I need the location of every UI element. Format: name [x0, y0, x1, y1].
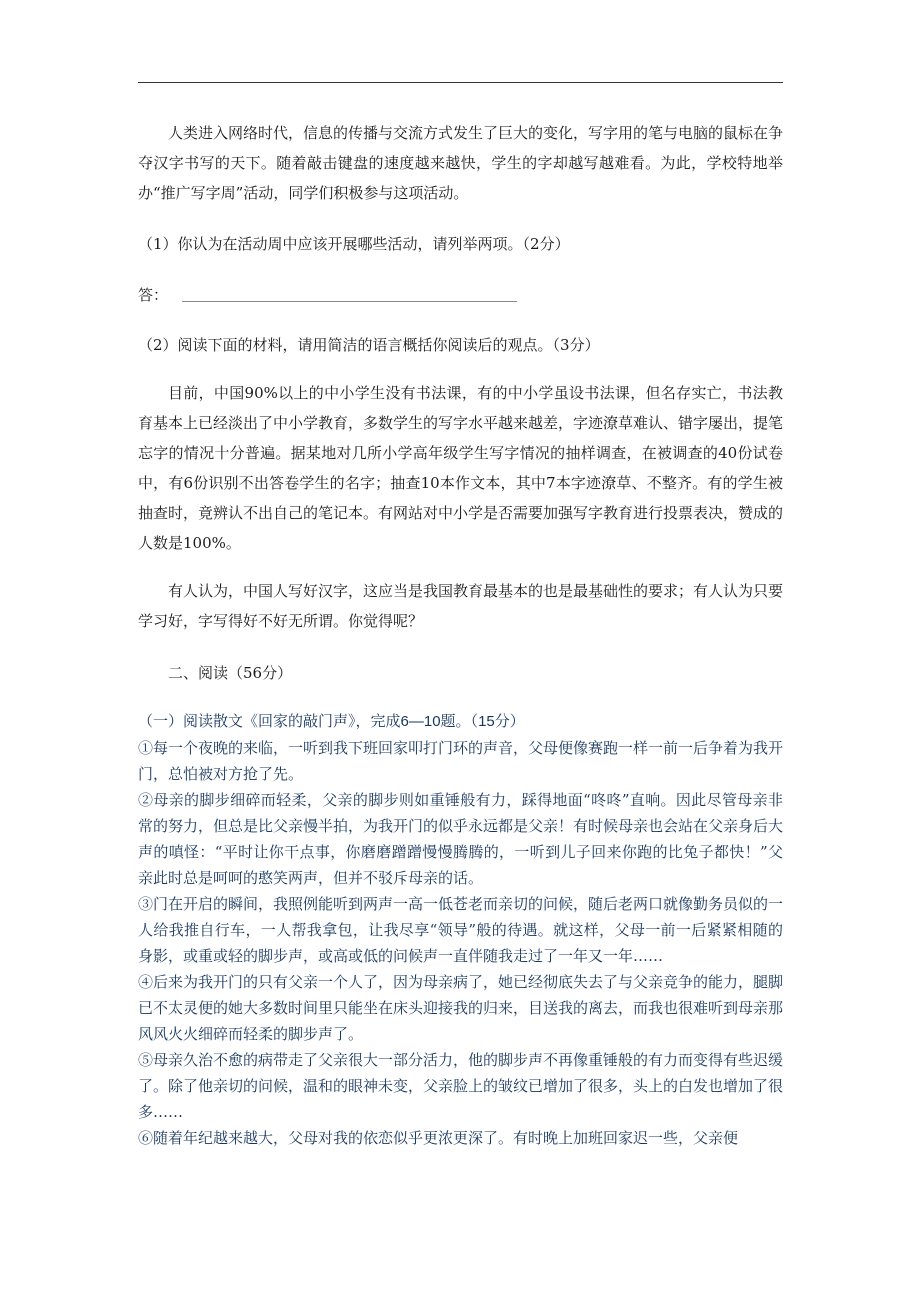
reading-paragraph-3: ③门在开启的瞬间，我照例能听到两声一高一低苍老而亲切的问候，随后老两口就像勤务员似的一人给我推自行车，一人帮我拿包，让我尽享“领导”般的待遇。就这样，父母一前一后紧紧相随的身影，或重或轻的脚步声，或高或低的问候声一直伴随我走过了一年又一年……	[138, 895, 784, 965]
header-rule	[138, 82, 783, 83]
answer-row	[138, 280, 783, 310]
material-paragraph: 目前，中国90%以上的中小学生没有书法课，有的中小学虽设书法课，但名存实亡，书法教育基本上已经淡出了中小学教育，多数学生的写字水平越来越差，字迹潦草难认、错字屡出，提笔忘字的情况十分普遍。据某地对几所小学高年级学生写字情况的抽样调查，在被调查的40份试卷中，有6份识别不出答卷学生的名字；抽查10本作文本，其中7本字迹潦草、不整齐。有的学生被抽查时，竟辨认不出自己的笔记本。有网站对中小学是否需要加强写字教育进行投票表决，赞成的人数是100%。	[138, 384, 784, 552]
section-2-heading: 二、阅读（56分）	[168, 664, 293, 682]
reading-title-points: 15	[478, 713, 495, 730]
reading-paragraph-5: ⑤母亲久治不愈的病带走了父亲很大一部分活力，他的脚步声不再像重锤般的有力而变得有些迟缓了。除了他亲切的问候，温和的眼神未变，父亲脸上的皱纹已增加了很多，头上的白发也增加了很多……	[138, 1051, 784, 1121]
reading-title-suffix: 题。（	[440, 712, 479, 730]
question-1: （1）你认为在活动周中应该开展哪些活动，请列举两项。（2分）	[138, 235, 570, 253]
reading-title-range: 6—10	[400, 713, 441, 730]
reading-paragraph-1: ①每一个夜晚的来临，一听到我下班回家叩打门环的声音，父母便像赛跑一样一前一后争着为我开门，总怕被对方抢了先。	[138, 739, 784, 783]
reading-title-end: 分）	[494, 712, 525, 730]
reading-paragraph-2: ②母亲的脚步细碎而轻柔，父亲的脚步则如重锤般有力，踩得地面“咚咚”直响。因此尽管母亲非常的努力，但总是比父亲慢半拍，为我开门的似乎永远都是父亲！有时候母亲也会站在父亲身后大声的嗔怪：“平时让你干点事，你磨磨蹭蹭慢慢腾腾的，一听到儿子回来你跑的比兔子都快！”父亲此时总是呵呵的憨笑两声，但并不驳斥母亲的话。	[138, 791, 784, 887]
opinion-paragraph: 有人认为，中国人写好汉字，这应当是我国教育最基本的也是最基础性的要求；有人认为只要学习好，字写得好不好无所谓。你觉得呢？	[138, 582, 784, 630]
question-2: （2）阅读下面的材料，请用简洁的语言概括你阅读后的观点。（3分）	[138, 336, 600, 354]
answer-label: 答：	[138, 286, 169, 304]
intro-paragraph: 人类进入网络时代，信息的传播与交流方式发生了巨大的变化，写字用的笔与电脑的鼠标在争夺汉字书写的天下。随着敲击键盘的速度越来越快，学生的字却越写越难看。为此，学校特地举办“推广写字周”活动，同学们积极参与这项活动。	[138, 124, 784, 202]
reading-section	[138, 708, 783, 1151]
reading-paragraph-4: ④后来为我开门的只有父亲一个人了，因为母亲病了，她已经彻底失去了与父亲竞争的能力，腿脚已不太灵便的她大多数时间里只能坐在床头迎接我的归来，目送我的离去，而我也很难听到母亲那风风火火细碎而轻柔的脚步声了。	[138, 973, 784, 1043]
reading-paragraph-6: ⑥随着年纪越来越大，父母对我的依恋似乎更浓更深了。有时晚上加班回家迟一些，父亲便	[138, 1129, 739, 1147]
reading-title-prefix: （一）阅读散文《回家的敲门声》，完成	[138, 712, 401, 730]
reading-title	[138, 708, 783, 735]
document-body	[138, 118, 783, 1151]
answer-blank-line[interactable]	[182, 301, 517, 302]
